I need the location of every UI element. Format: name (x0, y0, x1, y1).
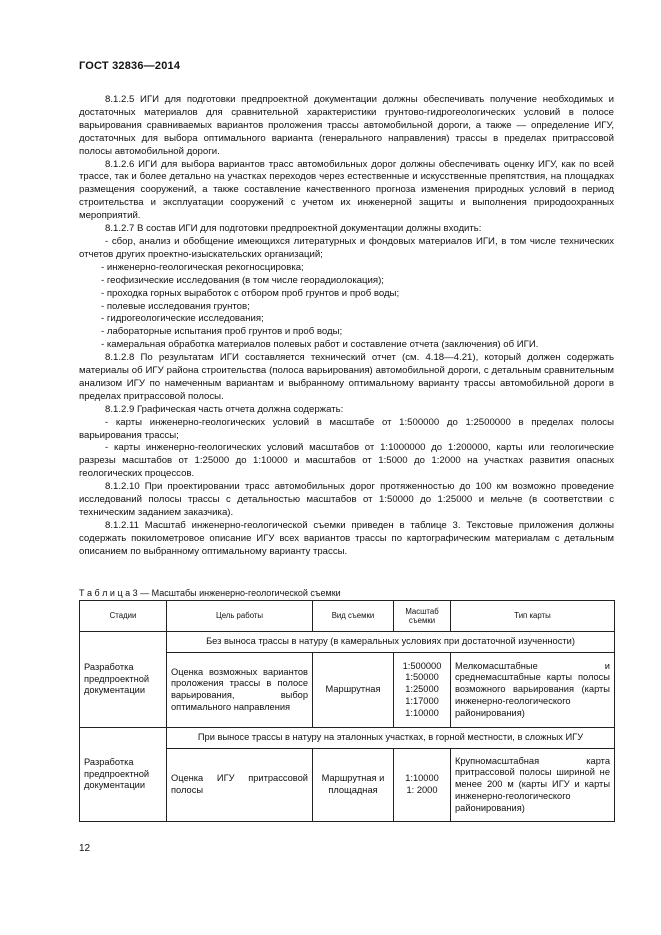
survey-type-cell: Маршрутная и площадная (313, 749, 394, 822)
map-type-cell: Мелкомасштабные и среднемасштабные карты полосы возможного варьирования (карты инженерно-геологического районирования) (451, 653, 615, 728)
stage-cell: Разработка предпроектной документации (80, 632, 167, 728)
stage-cell: Разработка предпроектной документации (80, 728, 167, 822)
scale-value: 1: 2000 (406, 785, 438, 795)
body-text (79, 94, 614, 559)
paragraph: - инженерно-геологическая рекогносцировка; (101, 261, 304, 273)
paragraph: - карты инженерно-геологических условий в масштабе от 1:500000 до 1:2500000 в пределах полосы варьирования трассы; (79, 416, 614, 441)
paragraph: - карты инженерно-геологических условий масштабов от 1:1000000 до 1:200000, карты или геологические разрезы масштабов от 1:25000 до 1:10000 и масштабов от 1:5000 до 1:2000 на участках развития опасных геологических процессов. (79, 442, 614, 480)
paragraph: 8.1.2.10 При проектировании трасс автомобильных дорог протяженностью до 100 км возможно проведение исследований полосы трассы с детальностью масштабов от 1:50000 до 1:25000 и мельче (в соответствии с техническим заданием заказчика). (79, 481, 614, 518)
header-map-type: Тип карты (451, 601, 615, 632)
scale-value: 1:10000 (405, 773, 439, 784)
document-code-header: ГОСТ 32836—2014 (79, 60, 181, 72)
table-caption: Т а б л и ц а 3 — Масштабы инженерно-геологической съемки (79, 588, 341, 598)
header-goal: Цель работы (167, 601, 313, 632)
map-type-cell: Крупномасштабная карта притрассовой полосы шириной не менее 200 м (карты ИГУ и карты инженерно-геологического районирования) (451, 749, 615, 822)
scale-value: 1:17000 (405, 695, 439, 706)
paragraph: - проходка горных выработок с отбором проб грунтов и проб воды; (101, 287, 400, 299)
paragraph: 8.1.2.9 Графическая часть отчета должна содержать: (105, 403, 344, 415)
table-header-row (80, 601, 615, 632)
condition-cell: Без выноса трассы в натуру (в камеральных условиях при достаточной изученности) (167, 632, 615, 653)
scale-cell (394, 653, 451, 728)
goal-cell: Оценка ИГУ притрассовой полосы (167, 749, 313, 822)
paragraph: 8.1.2.8 По результатам ИГИ составляется технический отчет (см. 4.18—4.21), который должен содержать материалы об ИГУ района строительства (полоса варьирования) автомобильной дороги, с детальным сравнительным анализом ИГУ по намеченным вариантам и выбранному оптимальному варианту трассы автомобильной дороги в пределах притрассовой полосы. (79, 352, 614, 402)
table-row (80, 632, 615, 653)
goal-cell: Оценка возможных вариантов проложения трассы в полосе варьирования, выбор оптимального направления (167, 653, 313, 728)
paragraph: 8.1.2.11 Масштаб инженерно-геологической съемки приведен в таблице 3. Текстовые приложения должны содержать покилометровое описание ИГУ всех вариантов трассы по картографическим материалам с детальным описанием по выбранному оптимальному варианту трассы. (79, 519, 614, 557)
paragraph: 8.1.2.7 В состав ИГИ для подготовки предпроектной документации должны входить: (105, 223, 482, 235)
condition-cell: При выносе трассы в натуру на эталонных участках, в горной местности, в сложных ИГУ (167, 728, 615, 749)
paragraph: - камеральная обработка материалов полевых работ и составление отчета (заключения) об ИГИ. (101, 339, 539, 351)
paragraph: - гидрогеологические исследования; (101, 313, 264, 325)
header-scale: Масштаб съемки (394, 601, 451, 632)
page-number: 12 (79, 843, 91, 854)
scale-cell (394, 749, 451, 822)
paragraph: - сбор, анализ и обобщение имеющихся литературных и фондовых материалов ИГИ, в том числе технических отчетов других проектно-изыскательских организаций; (79, 235, 614, 260)
scale-value: 1:50000 (405, 672, 439, 683)
scale-value: 1:25000 (405, 684, 439, 695)
paragraph: 8.1.2.5 ИГИ для подготовки предпроектной документации должны обеспечивать получение необходимых и достаточных материалов для сравнительной характеристики грунтово-гидрогеологических условий в полосе варьирования сравниваемых вариантов проложения трассы автомобильной дороги, а также — определение ИГУ, достаточных для выбора оптимального варианта (генерального направления) трассы в пределах притрассовой полосы автомобильной дороги. (79, 94, 614, 157)
paragraph: - полевые исследования грунтов; (101, 300, 250, 312)
scale-value: 1:500000 (402, 660, 442, 671)
header-stage: Стадии (80, 601, 167, 632)
table-row (80, 728, 615, 749)
paragraph: 8.1.2.6 ИГИ для выбора вариантов трасс автомобильных дорог должны обеспечивать оценку ИГУ, как по всей трассе, так и более детально на участках переходов через естественные и искусственные препятствия, на площадках размещения сооружений, а также составление качественного прогноза изменения природных условий в период строительства и эксплуатации сооружений с учетом их инженерной защиты и выполнения природоохранных мероприятий. (79, 158, 614, 222)
survey-type-cell: Маршрутная (313, 653, 394, 728)
header-survey-type: Вид съемки (313, 601, 394, 632)
paragraph: - геофизические исследования (в том числе георадиолокация); (101, 274, 384, 286)
scale-value: 1:10000 (405, 707, 439, 718)
scale-table (79, 600, 615, 822)
paragraph: - лабораторные испытания проб грунтов и проб воды; (101, 326, 343, 338)
